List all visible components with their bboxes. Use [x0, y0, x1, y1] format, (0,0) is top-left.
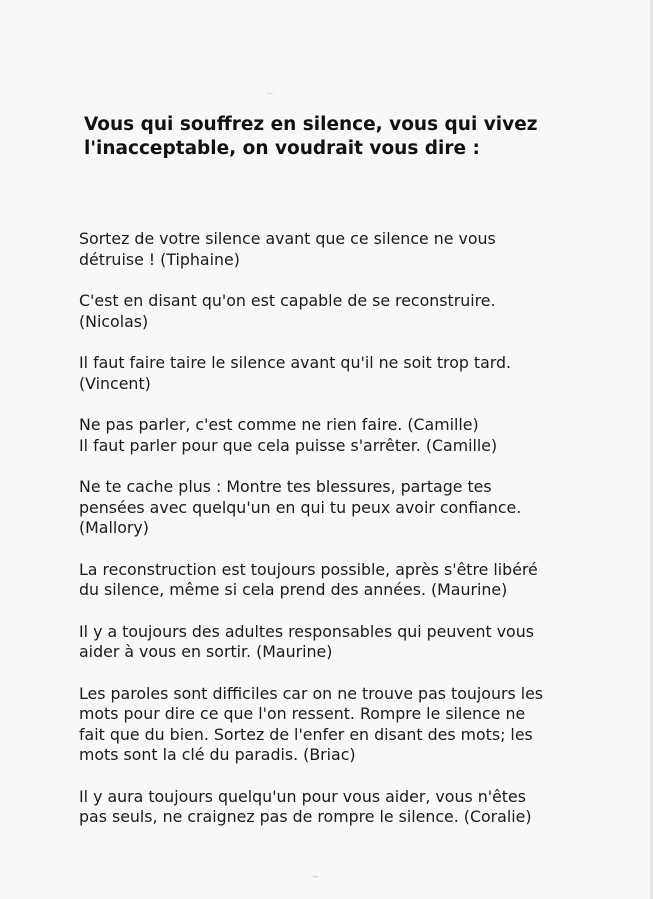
quote-paragraph [79, 229, 619, 270]
quote-list [79, 229, 619, 849]
quote-paragraph [79, 353, 619, 394]
quote-line: C'est en disant qu'on est capable de se reconstruire. [79, 291, 496, 310]
quote-line: mots sont la clé du paradis. (Briac) [79, 745, 356, 764]
quote-paragraph [79, 622, 619, 663]
page-title [84, 113, 604, 161]
quote-line: La reconstruction est toujours possible, après s'être libéré [79, 559, 538, 579]
quote-paragraph [79, 291, 619, 332]
quote-line: (Mallory) [79, 518, 149, 537]
quote-line: Il faut faire taire le silence avant qu'il ne soit trop tard. [79, 353, 512, 372]
quote-line: pensées avec quelqu'un en qui tu peux avoir confiance. [79, 497, 522, 517]
quote-line: Il y a toujours des adultes responsables qui peuvent vous [79, 621, 534, 641]
title-line-1: Vous qui souffrez en silence, vous qui vivez [84, 114, 538, 135]
quote-line: Ne pas parler, c'est comme ne rien faire. (Camille) [79, 415, 479, 434]
quote-line: pas seuls, ne craignez pas de rompre le silence. (Coralie) [79, 807, 532, 826]
quote-line: Les paroles sont difficiles car on ne trouve pas toujours les [79, 683, 544, 703]
quote-line: (Vincent) [79, 373, 151, 393]
quote-paragraph [79, 477, 619, 539]
scan-speck: ⌒ [266, 93, 274, 102]
quote-line: (Nicolas) [79, 311, 149, 331]
quote-line: Sortez de votre silence avant que ce silence ne vous [79, 229, 496, 248]
quote-line: mots pour dire ce que l'on ressent. Rompre le silence ne [79, 704, 526, 723]
quote-paragraph [79, 560, 619, 601]
scan-speck: ∼ [312, 872, 319, 881]
quote-line: Il faut parler pour que cela puisse s'arrêter. (Camille) [79, 435, 498, 455]
quote-paragraph [79, 684, 619, 766]
quote-paragraph [79, 415, 619, 456]
quote-line: Il y aura toujours quelqu'un pour vous aider, vous n'êtes [79, 786, 526, 806]
quote-line: fait que du bien. Sortez de l'enfer en disant des mots; les [79, 724, 533, 744]
quote-line: du silence, même si cela prend des années. (Maurine) [79, 580, 508, 599]
quote-line: détruise ! (Tiphaine) [79, 249, 240, 269]
quote-paragraph [79, 787, 619, 828]
title-line-2: l'inacceptable, on voudrait vous dire : [84, 138, 480, 159]
quote-line: Ne te cache plus : Montre tes blessures, partage tes [79, 477, 492, 496]
quote-line: aider à vous en sortir. (Maurine) [79, 642, 333, 661]
